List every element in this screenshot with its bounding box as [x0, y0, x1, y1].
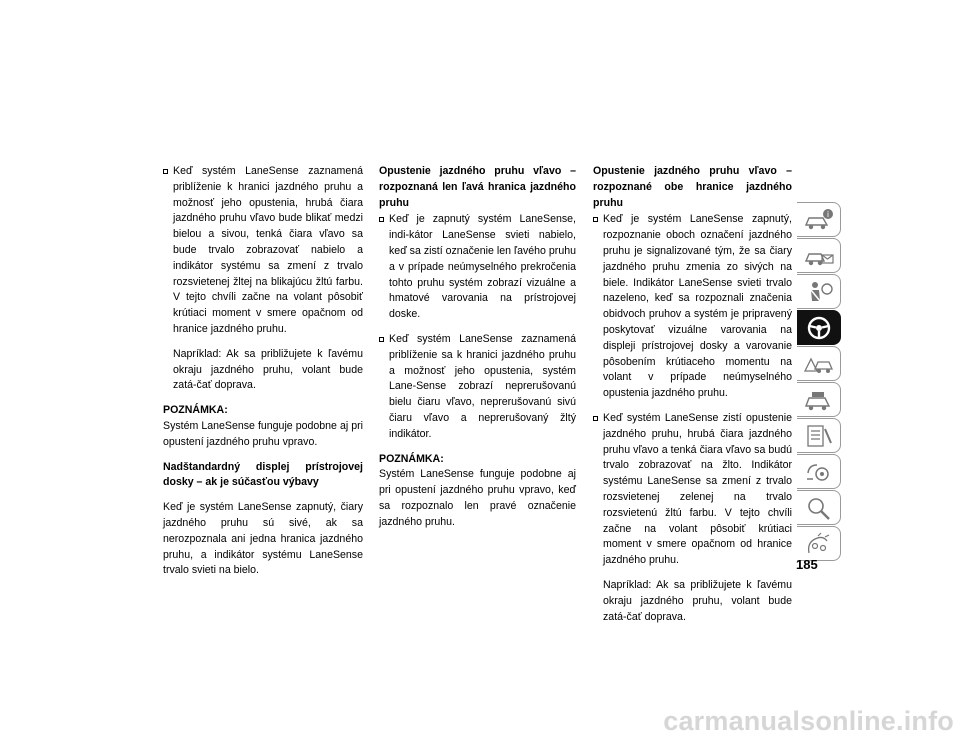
bullet-text: Keď systém LaneSense zistí opustenie jazdného pruhu, hrubá čiara jazdného pruhu vľavo a tenká čiara vľavo sa budú trvalo zobrazovať na žlto. Indikátor systému LaneSense sa zmení z trvalo rozsvietenej zelenej na trvalo rozsvietenú žltú farbu. V tejto chvíli začne na volant pôsobiť krútiaci moment v smere opačnom od hranice jazdného pruhu.	[603, 411, 792, 567]
bullet-item	[593, 411, 792, 569]
bullet-item	[593, 212, 792, 402]
section-heading: Nadštandardný displej prístrojovej dosky – ak je súčasťou výbavy	[163, 460, 363, 489]
column-3	[593, 164, 792, 634]
tab-maintenance-list[interactable]	[797, 418, 841, 453]
car-message-icon	[803, 243, 835, 269]
bullet-text: Keď systém LaneSense zaznamená priblíženie sa k hranici jazdného pruhu a možnosť jeho opustenia, systém Lane-Sense zobrazí neprerušovanú bielu čiaru vľavo, neprerušovanú sivú čiaru vľavo a neprerušovaný žltý indikátor.	[389, 332, 576, 440]
tab-search-index[interactable]	[797, 490, 841, 525]
bullet-text: Keď je systém LaneSense zapnutý, rozpoznanie oboch označení jazdného pruhu je signalizované tým, že sa čiary jazdného pruhu zmenia zo sivých na biele. Indikátor LaneSense svieti trvalo nazeleno, keď sa rozpoznali značenia obidvoch pruhov a systém je pripravený poskytovať vizuálne varovania na displeji prístrojovej dosky a varovanie pôsobením krútiaceho momentu na volant v prípade neúmyselného opustenia jazdného pruhu.	[603, 213, 792, 400]
tab-car-info[interactable]	[797, 202, 841, 237]
watermark: carmanualsonline.info	[663, 706, 954, 736]
maintenance-list-icon	[803, 423, 835, 449]
steering-wheel-icon	[803, 315, 835, 341]
section-heading: Opustenie jazdného pruhu vľavo – rozpoznané obe hranice jazdného pruhu	[593, 165, 792, 209]
page-number: 185	[796, 557, 818, 572]
note-title: POZNÁMKA:	[379, 452, 444, 465]
column-2	[379, 164, 576, 540]
svg-text:i: i	[826, 210, 830, 219]
bullet-text: Keď systém LaneSense zaznamená priblíženie k hranici jazdného pruhu a možnosť jeho opustenia, hrubá čiara jazdného pruhu vľavo bude blikať medzi bielou a sivou, tenká čiara vľavo sa bude trvalo zobrazovať nabielo a indikátor systému sa zmení z trvalo rozsvietenej žltej na blikajúcu žltú farbu. V tejto chvíli začne na volant pôsobiť krútiaci moment v smere opačnom od hranice jazdného pruhu.	[173, 165, 363, 335]
example-text: Napríklad: Ak sa približujete k ľavému okraju jazdného pruhu, volant bude zatá-čať doprava.	[603, 578, 792, 623]
tab-seatbelt-airbag[interactable]	[797, 274, 841, 309]
checkbox-bullet-icon	[593, 416, 598, 421]
bullet-item	[163, 164, 363, 338]
tab-car-message[interactable]	[797, 238, 841, 273]
tab-specifications[interactable]	[797, 454, 841, 489]
note-text: Systém LaneSense funguje podobne aj pri opustení jazdného pruhu vpravo, keď sa rozpoznalo len pravé označenie jazdného pruhu.	[379, 468, 576, 528]
example-text: Napríklad: Ak sa približujete k ľavému okraju jazdného pruhu, volant bude zatá-čať doprava.	[173, 347, 363, 392]
specifications-icon	[803, 459, 835, 485]
tab-warning-hazard[interactable]	[797, 382, 841, 417]
section-heading: Opustenie jazdného pruhu vľavo – rozpoznaná len ľavá hranica jazdného pruhu	[379, 165, 576, 209]
warning-hazard-icon	[803, 387, 835, 413]
bullet-text: Keď je zapnutý systém LaneSense, indi-kátor LaneSense svieti nabielo, keď sa zistí označenie len ľavého pruhu a v prípade neúmyselného prekročenia tohto pruhu systém zobrazí vizuálne a hmatové varovania na prístrojovej doske.	[389, 213, 576, 321]
checkbox-bullet-icon	[163, 169, 168, 174]
tab-car-towing[interactable]	[797, 346, 841, 381]
checkbox-bullet-icon	[379, 337, 384, 342]
note-text: Systém LaneSense funguje podobne aj pri opustení jazdného pruhu vpravo.	[163, 419, 363, 448]
car-info-icon	[803, 207, 835, 233]
bullet-item	[379, 212, 576, 323]
search-index-icon	[803, 495, 835, 521]
seatbelt-airbag-icon	[803, 279, 835, 305]
car-towing-icon	[803, 351, 835, 377]
column-1	[163, 164, 363, 588]
bullet-item	[379, 332, 576, 443]
tab-steering-wheel[interactable]	[797, 310, 841, 345]
multimedia-icon	[803, 531, 835, 557]
paragraph: Keď je systém LaneSense zapnutý, čiary jazdného pruhu sú sivé, ak sa nerozpoznala ani jedna hranica jazdného pruhu, a indikátor systému LaneSense trvalo svieti na bielo.	[163, 501, 363, 577]
note-title: POZNÁMKA:	[163, 404, 228, 417]
tab-multimedia[interactable]	[797, 526, 841, 561]
checkbox-bullet-icon	[379, 217, 384, 222]
checkbox-bullet-icon	[593, 217, 598, 222]
